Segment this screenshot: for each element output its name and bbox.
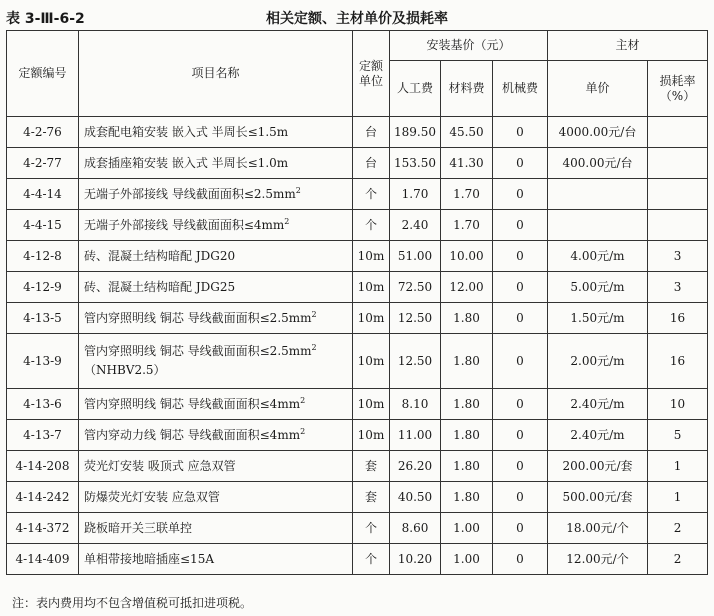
cell-name [79, 117, 353, 148]
cell-unit-price: 18.00元/个 [548, 513, 648, 544]
cell-unit: 10m [353, 420, 390, 451]
cell-name [79, 482, 353, 513]
cell-name-line1 [84, 490, 350, 505]
cell-loss-rate: 3 [648, 241, 708, 272]
cell-name-line1 [84, 156, 350, 171]
cell-machine: 0 [493, 117, 548, 148]
table-row [7, 544, 708, 575]
cell-material: 41.30 [441, 148, 493, 179]
cell-loss-rate: 16 [648, 334, 708, 389]
cell-code: 4-14-409 [7, 544, 79, 575]
cell-unit: 套 [353, 451, 390, 482]
cell-unit-price: 1.50元/m [548, 303, 648, 334]
cell-name-sup: 2 [284, 216, 290, 226]
cell-code: 4-13-6 [7, 389, 79, 420]
cell-unit: 10m [353, 303, 390, 334]
cell-name [79, 513, 353, 544]
cell-loss-rate [648, 179, 708, 210]
cell-code: 4-12-8 [7, 241, 79, 272]
cell-machine: 0 [493, 241, 548, 272]
cell-code: 4-12-9 [7, 272, 79, 303]
cell-labor: 8.10 [390, 389, 441, 420]
cell-name-line2: （NHBV2.5） [84, 363, 166, 377]
cell-name [79, 389, 353, 420]
cell-name [79, 303, 353, 334]
table-row [7, 451, 708, 482]
cell-name-sup: 2 [300, 395, 306, 405]
table-row [7, 241, 708, 272]
table-row [7, 117, 708, 148]
cell-labor: 12.50 [390, 334, 441, 389]
table-row [7, 389, 708, 420]
cell-unit-price: 4000.00元/台 [548, 117, 648, 148]
table-row [7, 513, 708, 544]
cell-code: 4-13-5 [7, 303, 79, 334]
cell-unit: 10m [353, 272, 390, 303]
cell-name-text: 管内穿动力线 铜芯 导线截面面积≤4mm [84, 427, 301, 442]
cell-machine: 0 [493, 544, 548, 575]
cell-loss-rate [648, 117, 708, 148]
cell-labor: 2.40 [390, 210, 441, 241]
cell-labor: 26.20 [390, 451, 441, 482]
cell-loss-rate: 1 [648, 482, 708, 513]
cell-code: 4-13-7 [7, 420, 79, 451]
cell-loss-rate [648, 210, 708, 241]
cell-name-line1 [84, 218, 350, 233]
cell-material: 12.00 [441, 272, 493, 303]
cell-name-sup: 2 [295, 185, 301, 195]
cell-name [79, 210, 353, 241]
cell-code: 4-14-372 [7, 513, 79, 544]
cell-name-text: 成套插座箱安装 嵌入式 半周长≤1.0m [84, 155, 289, 170]
header-unit-line2: 单位 [358, 73, 383, 88]
table-row [7, 303, 708, 334]
cell-name-line1 [84, 344, 350, 359]
cell-loss-rate: 2 [648, 513, 708, 544]
header-machine: 机械费 [493, 61, 548, 117]
cell-name-text: 单相带接地暗插座≤15A [84, 551, 214, 566]
cell-unit: 个 [353, 513, 390, 544]
cell-unit: 台 [353, 117, 390, 148]
cell-material: 1.80 [441, 303, 493, 334]
cell-material: 1.80 [441, 451, 493, 482]
cell-labor: 40.50 [390, 482, 441, 513]
table-row [7, 272, 708, 303]
cell-code: 4-2-77 [7, 148, 79, 179]
cell-unit-price: 2.40元/m [548, 389, 648, 420]
cell-name-line1 [84, 249, 350, 264]
table-title: 相关定额、主材单价及损耗率 [266, 11, 448, 27]
cell-name [79, 179, 353, 210]
cell-name-sup: 2 [311, 309, 317, 319]
cell-name-line1 [84, 187, 350, 202]
cell-name-text: 防爆荧光灯安装 应急双管 [84, 489, 220, 504]
table-caption [6, 4, 708, 30]
cell-name-line1 [84, 521, 350, 536]
table-note: 注：表内费用均不包含增值税可抵扣进项税。 [12, 596, 253, 610]
cell-unit-price: 2.40元/m [548, 420, 648, 451]
header-unit-line1: 定额 [358, 58, 383, 73]
cell-unit-price: 12.00元/个 [548, 544, 648, 575]
cell-name-text: 跷板暗开关三联单控 [84, 520, 193, 535]
cell-unit: 套 [353, 482, 390, 513]
cell-material: 1.70 [441, 179, 493, 210]
table-row [7, 420, 708, 451]
cell-machine: 0 [493, 272, 548, 303]
cell-unit: 个 [353, 179, 390, 210]
header-main-material: 主材 [548, 31, 708, 61]
header-base-price: 安装基价（元） [390, 31, 548, 61]
cell-machine: 0 [493, 513, 548, 544]
cell-name-text: 无端子外部接线 导线截面面积≤2.5mm [84, 186, 296, 201]
cell-name-line1 [84, 459, 350, 474]
table-row [7, 210, 708, 241]
cell-machine: 0 [493, 334, 548, 389]
header-unit-price: 单价 [548, 61, 648, 117]
cell-machine: 0 [493, 210, 548, 241]
cell-name [79, 544, 353, 575]
header-unit [353, 31, 390, 117]
cell-unit-price: 500.00元/套 [548, 482, 648, 513]
cell-machine: 0 [493, 179, 548, 210]
cell-material: 1.00 [441, 544, 493, 575]
cell-material: 45.50 [441, 117, 493, 148]
cell-name-line1 [84, 311, 350, 326]
cell-labor: 8.60 [390, 513, 441, 544]
cell-name-line1 [84, 125, 350, 140]
cell-material: 1.70 [441, 210, 493, 241]
table-row [7, 179, 708, 210]
cell-unit: 台 [353, 148, 390, 179]
cell-machine: 0 [493, 420, 548, 451]
cell-code: 4-13-9 [7, 334, 79, 389]
cell-material: 1.80 [441, 389, 493, 420]
cell-name-line1 [84, 552, 350, 567]
quota-table [6, 30, 708, 575]
cell-loss-rate: 2 [648, 544, 708, 575]
cell-unit-price [548, 210, 648, 241]
header-loss-rate [648, 61, 708, 117]
cell-labor: 51.00 [390, 241, 441, 272]
cell-unit: 个 [353, 210, 390, 241]
cell-code: 4-4-14 [7, 179, 79, 210]
cell-machine: 0 [493, 389, 548, 420]
cell-labor: 189.50 [390, 117, 441, 148]
cell-material: 1.80 [441, 420, 493, 451]
cell-labor: 72.50 [390, 272, 441, 303]
cell-unit: 10m [353, 334, 390, 389]
cell-name-sup: 2 [311, 343, 317, 352]
cell-name-text: 管内穿照明线 铜芯 导线截面面积≤2.5mm [84, 344, 312, 358]
cell-loss-rate: 10 [648, 389, 708, 420]
cell-name [79, 241, 353, 272]
cell-labor: 12.50 [390, 303, 441, 334]
cell-material: 10.00 [441, 241, 493, 272]
cell-labor: 1.70 [390, 179, 441, 210]
cell-name-text: 无端子外部接线 导线截面面积≤4mm [84, 217, 285, 232]
cell-unit-price: 5.00元/m [548, 272, 648, 303]
cell-unit: 10m [353, 241, 390, 272]
cell-machine: 0 [493, 303, 548, 334]
table-row [7, 148, 708, 179]
cell-name-line1 [84, 280, 350, 295]
table-number: 表 3-Ⅲ-6-2 [6, 11, 85, 27]
cell-unit-price: 2.00元/m [548, 334, 648, 389]
cell-unit-price: 200.00元/套 [548, 451, 648, 482]
cell-code: 4-4-15 [7, 210, 79, 241]
cell-unit: 个 [353, 544, 390, 575]
cell-code: 4-2-76 [7, 117, 79, 148]
header-loss-line2: （%） [659, 88, 696, 103]
cell-name [79, 451, 353, 482]
cell-material: 1.80 [441, 334, 493, 389]
cell-loss-rate: 1 [648, 451, 708, 482]
cell-loss-rate [648, 148, 708, 179]
cell-name-line1 [84, 397, 350, 412]
table-row [7, 334, 708, 389]
cell-labor: 10.20 [390, 544, 441, 575]
table-row [7, 482, 708, 513]
cell-name-text: 管内穿照明线 铜芯 导线截面面积≤4mm [84, 396, 301, 411]
cell-name-text: 砖、混凝土结构暗配 JDG25 [84, 279, 236, 294]
cell-code: 4-14-242 [7, 482, 79, 513]
cell-name-text: 荧光灯安装 吸顶式 应急双管 [84, 458, 236, 473]
cell-loss-rate: 16 [648, 303, 708, 334]
cell-name-sup: 2 [300, 426, 306, 436]
cell-name [79, 148, 353, 179]
cell-labor: 11.00 [390, 420, 441, 451]
cell-loss-rate: 3 [648, 272, 708, 303]
cell-material: 1.80 [441, 482, 493, 513]
cell-unit-price [548, 179, 648, 210]
cell-name [79, 420, 353, 451]
header-loss-line1: 损耗率 [659, 73, 696, 88]
cell-unit-price: 4.00元/m [548, 241, 648, 272]
cell-material: 1.00 [441, 513, 493, 544]
header-name: 项目名称 [79, 31, 353, 117]
cell-labor: 153.50 [390, 148, 441, 179]
cell-machine: 0 [493, 148, 548, 179]
header-material: 材料费 [441, 61, 493, 117]
cell-unit: 10m [353, 389, 390, 420]
cell-name-text: 成套配电箱安装 嵌入式 半周长≤1.5m [84, 124, 289, 139]
cell-machine: 0 [493, 451, 548, 482]
cell-code: 4-14-208 [7, 451, 79, 482]
cell-name [79, 334, 353, 389]
cell-loss-rate: 5 [648, 420, 708, 451]
cell-name-line1 [84, 428, 350, 443]
cell-machine: 0 [493, 482, 548, 513]
cell-name-text: 管内穿照明线 铜芯 导线截面面积≤2.5mm [84, 310, 312, 325]
cell-name [79, 272, 353, 303]
cell-name-text: 砖、混凝土结构暗配 JDG20 [84, 248, 236, 263]
cell-unit-price: 400.00元/台 [548, 148, 648, 179]
header-labor: 人工费 [390, 61, 441, 117]
header-code: 定额编号 [7, 31, 79, 117]
